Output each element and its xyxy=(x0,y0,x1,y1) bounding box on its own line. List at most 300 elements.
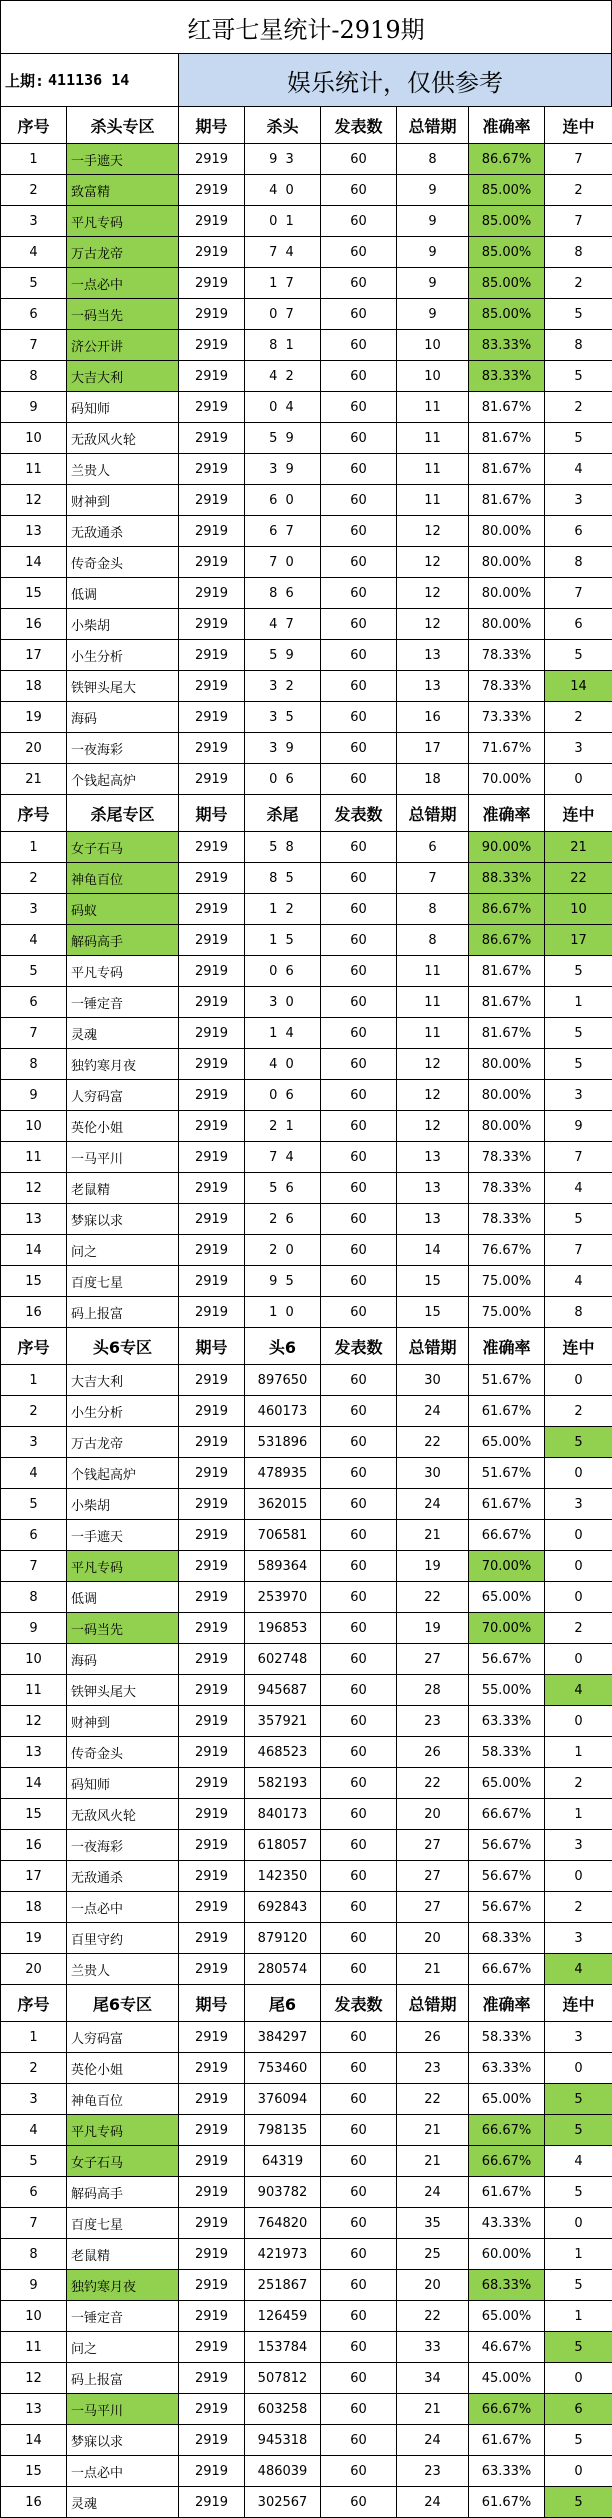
post-count-cell: 60 xyxy=(321,1489,397,1520)
period-cell: 2919 xyxy=(179,609,245,640)
accuracy-cell: 55.00% xyxy=(469,1675,545,1706)
column-header: 总错期 xyxy=(397,1985,469,2022)
row-index-cell: 1 xyxy=(1,832,67,863)
code-cell: 478935 xyxy=(245,1458,321,1489)
post-count-cell: 60 xyxy=(321,1830,397,1861)
source-name-cell: 济公开讲 xyxy=(67,330,179,361)
period-cell: 2919 xyxy=(179,1458,245,1489)
win-streak-cell: 10 xyxy=(545,894,612,925)
period-cell: 2919 xyxy=(179,894,245,925)
post-count-cell: 60 xyxy=(321,1018,397,1049)
win-streak-cell: 7 xyxy=(545,578,612,609)
source-name-cell: 个钱起高炉 xyxy=(67,764,179,795)
accuracy-cell: 88.33% xyxy=(469,863,545,894)
source-name-cell: 一锤定音 xyxy=(67,2301,179,2332)
error-count-cell: 12 xyxy=(397,609,469,640)
period-cell: 2919 xyxy=(179,1520,245,1551)
column-header: 序号 xyxy=(1,795,67,832)
win-streak-cell: 8 xyxy=(545,547,612,578)
win-streak-cell: 5 xyxy=(545,2084,612,2115)
source-name-cell: 一点必中 xyxy=(67,2456,179,2487)
post-count-cell: 60 xyxy=(321,454,397,485)
source-name-cell: 无敌风火轮 xyxy=(67,1799,179,1830)
code-cell: 589364 xyxy=(245,1551,321,1582)
error-count-cell: 8 xyxy=(397,144,469,175)
post-count-cell: 60 xyxy=(321,863,397,894)
post-count-cell: 60 xyxy=(321,1235,397,1266)
win-streak-cell: 1 xyxy=(545,1799,612,1830)
code-cell: 253970 xyxy=(245,1582,321,1613)
period-cell: 2919 xyxy=(179,1080,245,1111)
accuracy-cell: 81.67% xyxy=(469,392,545,423)
code-cell: 7 0 xyxy=(245,547,321,578)
source-name-cell: 一手遮天 xyxy=(67,144,179,175)
table-row xyxy=(1,863,612,894)
accuracy-cell: 70.00% xyxy=(469,764,545,795)
win-streak-cell: 6 xyxy=(545,2394,612,2425)
code-cell: 0 6 xyxy=(245,764,321,795)
win-streak-cell: 2 xyxy=(545,175,612,206)
accuracy-cell: 63.33% xyxy=(469,1706,545,1737)
post-count-cell: 60 xyxy=(321,2146,397,2177)
period-cell: 2919 xyxy=(179,2208,245,2239)
accuracy-cell: 81.67% xyxy=(469,423,545,454)
post-count-cell: 60 xyxy=(321,2363,397,2394)
table-row xyxy=(1,987,612,1018)
code-cell: 0 6 xyxy=(245,956,321,987)
row-index-cell: 8 xyxy=(1,361,67,392)
error-count-cell: 23 xyxy=(397,2053,469,2084)
source-name-cell: 一点必中 xyxy=(67,268,179,299)
accuracy-cell: 56.67% xyxy=(469,1892,545,1923)
row-index-cell: 6 xyxy=(1,1520,67,1551)
period-cell: 2919 xyxy=(179,237,245,268)
table-row xyxy=(1,1737,612,1768)
source-name-cell: 一夜海彩 xyxy=(67,733,179,764)
win-streak-cell: 0 xyxy=(545,1706,612,1737)
column-header: 期号 xyxy=(179,1328,245,1365)
win-streak-cell: 0 xyxy=(545,1551,612,1582)
accuracy-cell: 61.67% xyxy=(469,2487,545,2518)
period-cell: 2919 xyxy=(179,1427,245,1458)
period-cell: 2919 xyxy=(179,925,245,956)
row-index-cell: 8 xyxy=(1,1049,67,1080)
source-name-cell: 码知师 xyxy=(67,392,179,423)
error-count-cell: 12 xyxy=(397,1111,469,1142)
post-count-cell: 60 xyxy=(321,2115,397,2146)
accuracy-cell: 81.67% xyxy=(469,987,545,1018)
accuracy-cell: 81.67% xyxy=(469,454,545,485)
post-count-cell: 60 xyxy=(321,764,397,795)
post-count-cell: 60 xyxy=(321,1582,397,1613)
row-index-cell: 19 xyxy=(1,1923,67,1954)
code-cell: 1 7 xyxy=(245,268,321,299)
row-index-cell: 14 xyxy=(1,547,67,578)
win-streak-cell: 4 xyxy=(545,1675,612,1706)
row-index-cell: 18 xyxy=(1,1892,67,1923)
code-cell: 64319 xyxy=(245,2146,321,2177)
error-count-cell: 21 xyxy=(397,1520,469,1551)
post-count-cell: 60 xyxy=(321,1396,397,1427)
code-cell: 251867 xyxy=(245,2270,321,2301)
source-name-cell: 财神到 xyxy=(67,1706,179,1737)
column-header: 发表数 xyxy=(321,795,397,832)
accuracy-cell: 80.00% xyxy=(469,1080,545,1111)
table-row xyxy=(1,1204,612,1235)
table-row xyxy=(1,1396,612,1427)
row-index-cell: 17 xyxy=(1,1861,67,1892)
source-name-cell: 一码当先 xyxy=(67,299,179,330)
source-name-cell: 独钓寒月夜 xyxy=(67,2270,179,2301)
accuracy-cell: 76.67% xyxy=(469,1235,545,1266)
period-cell: 2919 xyxy=(179,1551,245,1582)
win-streak-cell: 0 xyxy=(545,1644,612,1675)
error-count-cell: 25 xyxy=(397,2239,469,2270)
error-count-cell: 9 xyxy=(397,175,469,206)
row-index-cell: 9 xyxy=(1,2270,67,2301)
post-count-cell: 60 xyxy=(321,1204,397,1235)
table-row xyxy=(1,1489,612,1520)
section-header-row xyxy=(1,1328,612,1365)
table-row xyxy=(1,392,612,423)
previous-draw-label: 上期: xyxy=(5,70,44,91)
error-count-cell: 19 xyxy=(397,1613,469,1644)
accuracy-cell: 80.00% xyxy=(469,1049,545,1080)
table-row xyxy=(1,1266,612,1297)
table-row xyxy=(1,1582,612,1613)
table-row xyxy=(1,2177,612,2208)
win-streak-cell: 3 xyxy=(545,485,612,516)
period-cell: 2919 xyxy=(179,1644,245,1675)
win-streak-cell: 0 xyxy=(545,2363,612,2394)
row-index-cell: 12 xyxy=(1,485,67,516)
post-count-cell: 60 xyxy=(321,516,397,547)
error-count-cell: 13 xyxy=(397,1204,469,1235)
post-count-cell: 60 xyxy=(321,1861,397,1892)
source-name-cell: 兰贵人 xyxy=(67,1954,179,1985)
error-count-cell: 22 xyxy=(397,1582,469,1613)
column-header: 杀头 xyxy=(245,107,321,144)
table-row xyxy=(1,2487,612,2518)
post-count-cell: 60 xyxy=(321,1768,397,1799)
source-name-cell: 码上报富 xyxy=(67,2363,179,2394)
period-cell: 2919 xyxy=(179,764,245,795)
error-count-cell: 12 xyxy=(397,1080,469,1111)
column-header: 连中 xyxy=(545,1985,612,2022)
post-count-cell: 60 xyxy=(321,1173,397,1204)
table-row xyxy=(1,237,612,268)
win-streak-cell: 2 xyxy=(545,1892,612,1923)
accuracy-cell: 66.67% xyxy=(469,2394,545,2425)
source-name-cell: 个钱起高炉 xyxy=(67,1458,179,1489)
accuracy-cell: 56.67% xyxy=(469,1830,545,1861)
column-header: 连中 xyxy=(545,795,612,832)
win-streak-cell: 5 xyxy=(545,2177,612,2208)
win-streak-cell: 5 xyxy=(545,1204,612,1235)
accuracy-cell: 85.00% xyxy=(469,268,545,299)
source-name-cell: 女子石马 xyxy=(67,832,179,863)
post-count-cell: 60 xyxy=(321,925,397,956)
code-cell: 1 2 xyxy=(245,894,321,925)
post-count-cell: 60 xyxy=(321,2239,397,2270)
table-row xyxy=(1,1018,612,1049)
post-count-cell: 60 xyxy=(321,2177,397,2208)
accuracy-cell: 63.33% xyxy=(469,2456,545,2487)
previous-draw xyxy=(1,54,179,106)
error-count-cell: 22 xyxy=(397,1427,469,1458)
source-name-cell: 百里守约 xyxy=(67,1923,179,1954)
error-count-cell: 24 xyxy=(397,2425,469,2456)
post-count-cell: 60 xyxy=(321,1266,397,1297)
table-row xyxy=(1,609,612,640)
period-cell: 2919 xyxy=(179,2270,245,2301)
accuracy-cell: 80.00% xyxy=(469,578,545,609)
accuracy-cell: 85.00% xyxy=(469,299,545,330)
source-name-cell: 小柴胡 xyxy=(67,609,179,640)
period-cell: 2919 xyxy=(179,1923,245,1954)
column-header: 尾6专区 xyxy=(67,1985,179,2022)
column-header: 连中 xyxy=(545,107,612,144)
post-count-cell: 60 xyxy=(321,485,397,516)
row-index-cell: 11 xyxy=(1,1675,67,1706)
post-count-cell: 60 xyxy=(321,1049,397,1080)
source-name-cell: 平凡专码 xyxy=(67,206,179,237)
win-streak-cell: 2 xyxy=(545,702,612,733)
source-name-cell: 无敌风火轮 xyxy=(67,423,179,454)
row-index-cell: 15 xyxy=(1,1799,67,1830)
period-cell: 2919 xyxy=(179,1204,245,1235)
source-name-cell: 一夜海彩 xyxy=(67,1830,179,1861)
period-cell: 2919 xyxy=(179,2487,245,2518)
source-name-cell: 解码高手 xyxy=(67,925,179,956)
source-name-cell: 人穷码富 xyxy=(67,2022,179,2053)
table-row xyxy=(1,1049,612,1080)
row-index-cell: 5 xyxy=(1,956,67,987)
accuracy-cell: 65.00% xyxy=(469,2084,545,2115)
table-row xyxy=(1,2239,612,2270)
row-index-cell: 5 xyxy=(1,2146,67,2177)
post-count-cell: 60 xyxy=(321,671,397,702)
table-row xyxy=(1,2053,612,2084)
post-count-cell: 60 xyxy=(321,1923,397,1954)
accuracy-cell: 85.00% xyxy=(469,175,545,206)
post-count-cell: 60 xyxy=(321,987,397,1018)
accuracy-cell: 68.33% xyxy=(469,1923,545,1954)
accuracy-cell: 75.00% xyxy=(469,1297,545,1328)
post-count-cell: 60 xyxy=(321,1737,397,1768)
code-cell: 3 9 xyxy=(245,454,321,485)
source-name-cell: 小柴胡 xyxy=(67,1489,179,1520)
win-streak-cell: 5 xyxy=(545,2425,612,2456)
error-count-cell: 11 xyxy=(397,1018,469,1049)
code-cell: 3 9 xyxy=(245,733,321,764)
post-count-cell: 60 xyxy=(321,2301,397,2332)
row-index-cell: 11 xyxy=(1,454,67,485)
win-streak-cell: 3 xyxy=(545,1080,612,1111)
row-index-cell: 14 xyxy=(1,1235,67,1266)
code-cell: 460173 xyxy=(245,1396,321,1427)
accuracy-cell: 83.33% xyxy=(469,361,545,392)
column-header: 准确率 xyxy=(469,795,545,832)
source-name-cell: 低调 xyxy=(67,1582,179,1613)
accuracy-cell: 78.33% xyxy=(469,1173,545,1204)
source-name-cell: 平凡专码 xyxy=(67,1551,179,1582)
table-row xyxy=(1,1706,612,1737)
accuracy-cell: 51.67% xyxy=(469,1458,545,1489)
post-count-cell: 60 xyxy=(321,702,397,733)
row-index-cell: 9 xyxy=(1,1613,67,1644)
win-streak-cell: 7 xyxy=(545,206,612,237)
post-count-cell: 60 xyxy=(321,392,397,423)
win-streak-cell: 1 xyxy=(545,2301,612,2332)
win-streak-cell: 0 xyxy=(545,764,612,795)
column-header: 准确率 xyxy=(469,1985,545,2022)
source-name-cell: 问之 xyxy=(67,1235,179,1266)
accuracy-cell: 70.00% xyxy=(469,1551,545,1582)
accuracy-cell: 81.67% xyxy=(469,1018,545,1049)
period-cell: 2919 xyxy=(179,1235,245,1266)
row-index-cell: 12 xyxy=(1,1706,67,1737)
row-index-cell: 9 xyxy=(1,392,67,423)
source-name-cell: 英伦小姐 xyxy=(67,1111,179,1142)
code-cell: 196853 xyxy=(245,1613,321,1644)
column-header: 准确率 xyxy=(469,1328,545,1365)
code-cell: 9 3 xyxy=(245,144,321,175)
code-cell: 362015 xyxy=(245,1489,321,1520)
win-streak-cell: 4 xyxy=(545,1954,612,1985)
post-count-cell: 60 xyxy=(321,2208,397,2239)
row-index-cell: 13 xyxy=(1,516,67,547)
table-row xyxy=(1,1675,612,1706)
post-count-cell: 60 xyxy=(321,640,397,671)
error-count-cell: 16 xyxy=(397,702,469,733)
period-cell: 2919 xyxy=(179,1582,245,1613)
column-header: 发表数 xyxy=(321,107,397,144)
period-cell: 2919 xyxy=(179,733,245,764)
win-streak-cell: 4 xyxy=(545,1266,612,1297)
post-count-cell: 60 xyxy=(321,956,397,987)
row-index-cell: 2 xyxy=(1,2053,67,2084)
row-index-cell: 11 xyxy=(1,2332,67,2363)
error-count-cell: 14 xyxy=(397,1235,469,1266)
period-cell: 2919 xyxy=(179,1111,245,1142)
accuracy-cell: 61.67% xyxy=(469,1396,545,1427)
error-count-cell: 6 xyxy=(397,832,469,863)
win-streak-cell: 0 xyxy=(545,2456,612,2487)
row-index-cell: 6 xyxy=(1,987,67,1018)
accuracy-cell: 58.33% xyxy=(469,2022,545,2053)
column-header: 期号 xyxy=(179,1985,245,2022)
period-cell: 2919 xyxy=(179,299,245,330)
period-cell: 2919 xyxy=(179,454,245,485)
code-cell: 4 7 xyxy=(245,609,321,640)
table-row xyxy=(1,330,612,361)
period-cell: 2919 xyxy=(179,330,245,361)
code-cell: 8 1 xyxy=(245,330,321,361)
column-header: 序号 xyxy=(1,107,67,144)
post-count-cell: 60 xyxy=(321,175,397,206)
post-count-cell: 60 xyxy=(321,1520,397,1551)
code-cell: 2 6 xyxy=(245,1204,321,1235)
table-row xyxy=(1,925,612,956)
win-streak-cell: 2 xyxy=(545,1396,612,1427)
period-cell: 2919 xyxy=(179,1297,245,1328)
win-streak-cell: 5 xyxy=(545,2332,612,2363)
table-row xyxy=(1,1235,612,1266)
error-count-cell: 30 xyxy=(397,1365,469,1396)
row-index-cell: 16 xyxy=(1,1297,67,1328)
code-cell: 468523 xyxy=(245,1737,321,1768)
post-count-cell: 60 xyxy=(321,1080,397,1111)
source-name-cell: 万古龙帝 xyxy=(67,1427,179,1458)
code-cell: 1 0 xyxy=(245,1297,321,1328)
error-count-cell: 22 xyxy=(397,2301,469,2332)
error-count-cell: 20 xyxy=(397,1923,469,1954)
row-index-cell: 4 xyxy=(1,2115,67,2146)
row-index-cell: 4 xyxy=(1,1458,67,1489)
code-cell: 531896 xyxy=(245,1427,321,1458)
post-count-cell: 60 xyxy=(321,268,397,299)
table-row xyxy=(1,1954,612,1985)
error-count-cell: 23 xyxy=(397,1706,469,1737)
win-streak-cell: 5 xyxy=(545,423,612,454)
period-cell: 2919 xyxy=(179,1954,245,1985)
previous-draw-value: 411136 14 xyxy=(48,71,129,89)
win-streak-cell: 3 xyxy=(545,1489,612,1520)
error-count-cell: 30 xyxy=(397,1458,469,1489)
win-streak-cell: 2 xyxy=(545,392,612,423)
row-index-cell: 13 xyxy=(1,1204,67,1235)
row-index-cell: 11 xyxy=(1,1142,67,1173)
code-cell: 7 4 xyxy=(245,1142,321,1173)
period-cell: 2919 xyxy=(179,206,245,237)
win-streak-cell: 1 xyxy=(545,987,612,1018)
win-streak-cell: 4 xyxy=(545,454,612,485)
row-index-cell: 7 xyxy=(1,1018,67,1049)
period-cell: 2919 xyxy=(179,1365,245,1396)
error-count-cell: 11 xyxy=(397,454,469,485)
win-streak-cell: 0 xyxy=(545,2208,612,2239)
win-streak-cell: 5 xyxy=(545,2270,612,2301)
code-cell: 3 0 xyxy=(245,987,321,1018)
post-count-cell: 60 xyxy=(321,578,397,609)
period-cell: 2919 xyxy=(179,987,245,1018)
win-streak-cell: 5 xyxy=(545,640,612,671)
code-cell: 603258 xyxy=(245,2394,321,2425)
table-row xyxy=(1,640,612,671)
period-cell: 2919 xyxy=(179,2239,245,2270)
error-count-cell: 18 xyxy=(397,764,469,795)
table-row xyxy=(1,2425,612,2456)
code-cell: 4 2 xyxy=(245,361,321,392)
accuracy-cell: 86.67% xyxy=(469,894,545,925)
table-row xyxy=(1,1799,612,1830)
accuracy-cell: 66.67% xyxy=(469,1799,545,1830)
post-count-cell: 60 xyxy=(321,237,397,268)
accuracy-cell: 63.33% xyxy=(469,2053,545,2084)
source-name-cell: 百度七星 xyxy=(67,1266,179,1297)
previous-draw-row xyxy=(0,54,612,106)
accuracy-cell: 66.67% xyxy=(469,1520,545,1551)
period-cell: 2919 xyxy=(179,2084,245,2115)
accuracy-cell: 75.00% xyxy=(469,1266,545,1297)
source-name-cell: 财神到 xyxy=(67,485,179,516)
period-cell: 2919 xyxy=(179,547,245,578)
code-cell: 0 4 xyxy=(245,392,321,423)
accuracy-cell: 61.67% xyxy=(469,2425,545,2456)
row-index-cell: 10 xyxy=(1,423,67,454)
error-count-cell: 27 xyxy=(397,1892,469,1923)
